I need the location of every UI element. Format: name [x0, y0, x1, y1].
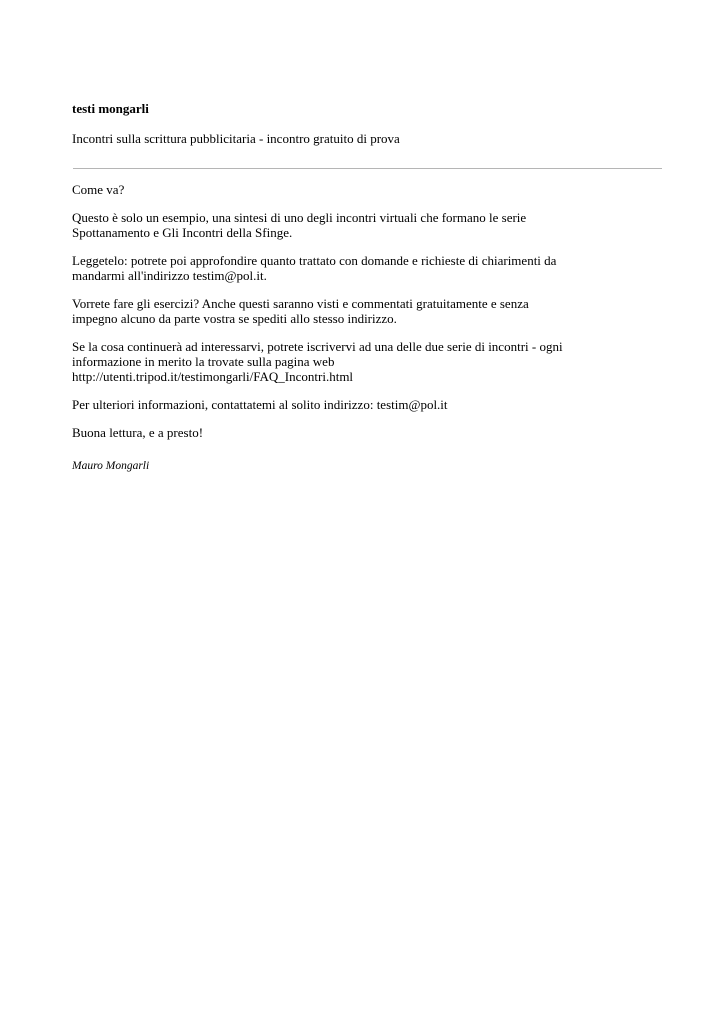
document-title: testi mongarli	[72, 101, 149, 116]
signature: Mauro Mongarli	[72, 460, 150, 472]
paragraph-read-instructions: Leggetelo: potrete poi approfondire quanto trattato con domande e richieste di chiarimenti da mandarmi all'indirizzo testim@pol.it.	[72, 253, 557, 283]
document-content	[72, 101, 662, 473]
paragraph-subscription: Se la cosa continuerà ad interessarvi, potrete iscrivervi ad una delle due serie di incontri - ogni informazione in merito la trovate sulla pagina web http://utenti.tripod.it/testimongarli/FAQ_Incontri.html	[72, 339, 563, 384]
document-subtitle: Incontri sulla scrittura pubblicitaria - incontro gratuito di prova	[72, 131, 400, 146]
paragraph-exercises: Vorrete fare gli esercizi? Anche questi saranno visti e commentati gratuitamente e senza impegno alcuno da parte vostra se spediti allo stesso indirizzo.	[72, 296, 529, 326]
paragraph-contact: Per ulteriori informazioni, contattatemi al solito indirizzo: testim@pol.it	[72, 397, 448, 412]
document-body	[72, 182, 662, 473]
paragraph-greeting: Come va?	[72, 182, 125, 197]
paragraph-example: Questo è solo un esempio, una sintesi di uno degli incontri virtuali che formano le serie Spottanamento e Gli Incontri della Sfinge.	[72, 210, 527, 240]
paragraph-closing: Buona lettura, e a presto!	[72, 425, 204, 440]
horizontal-divider	[73, 168, 662, 169]
